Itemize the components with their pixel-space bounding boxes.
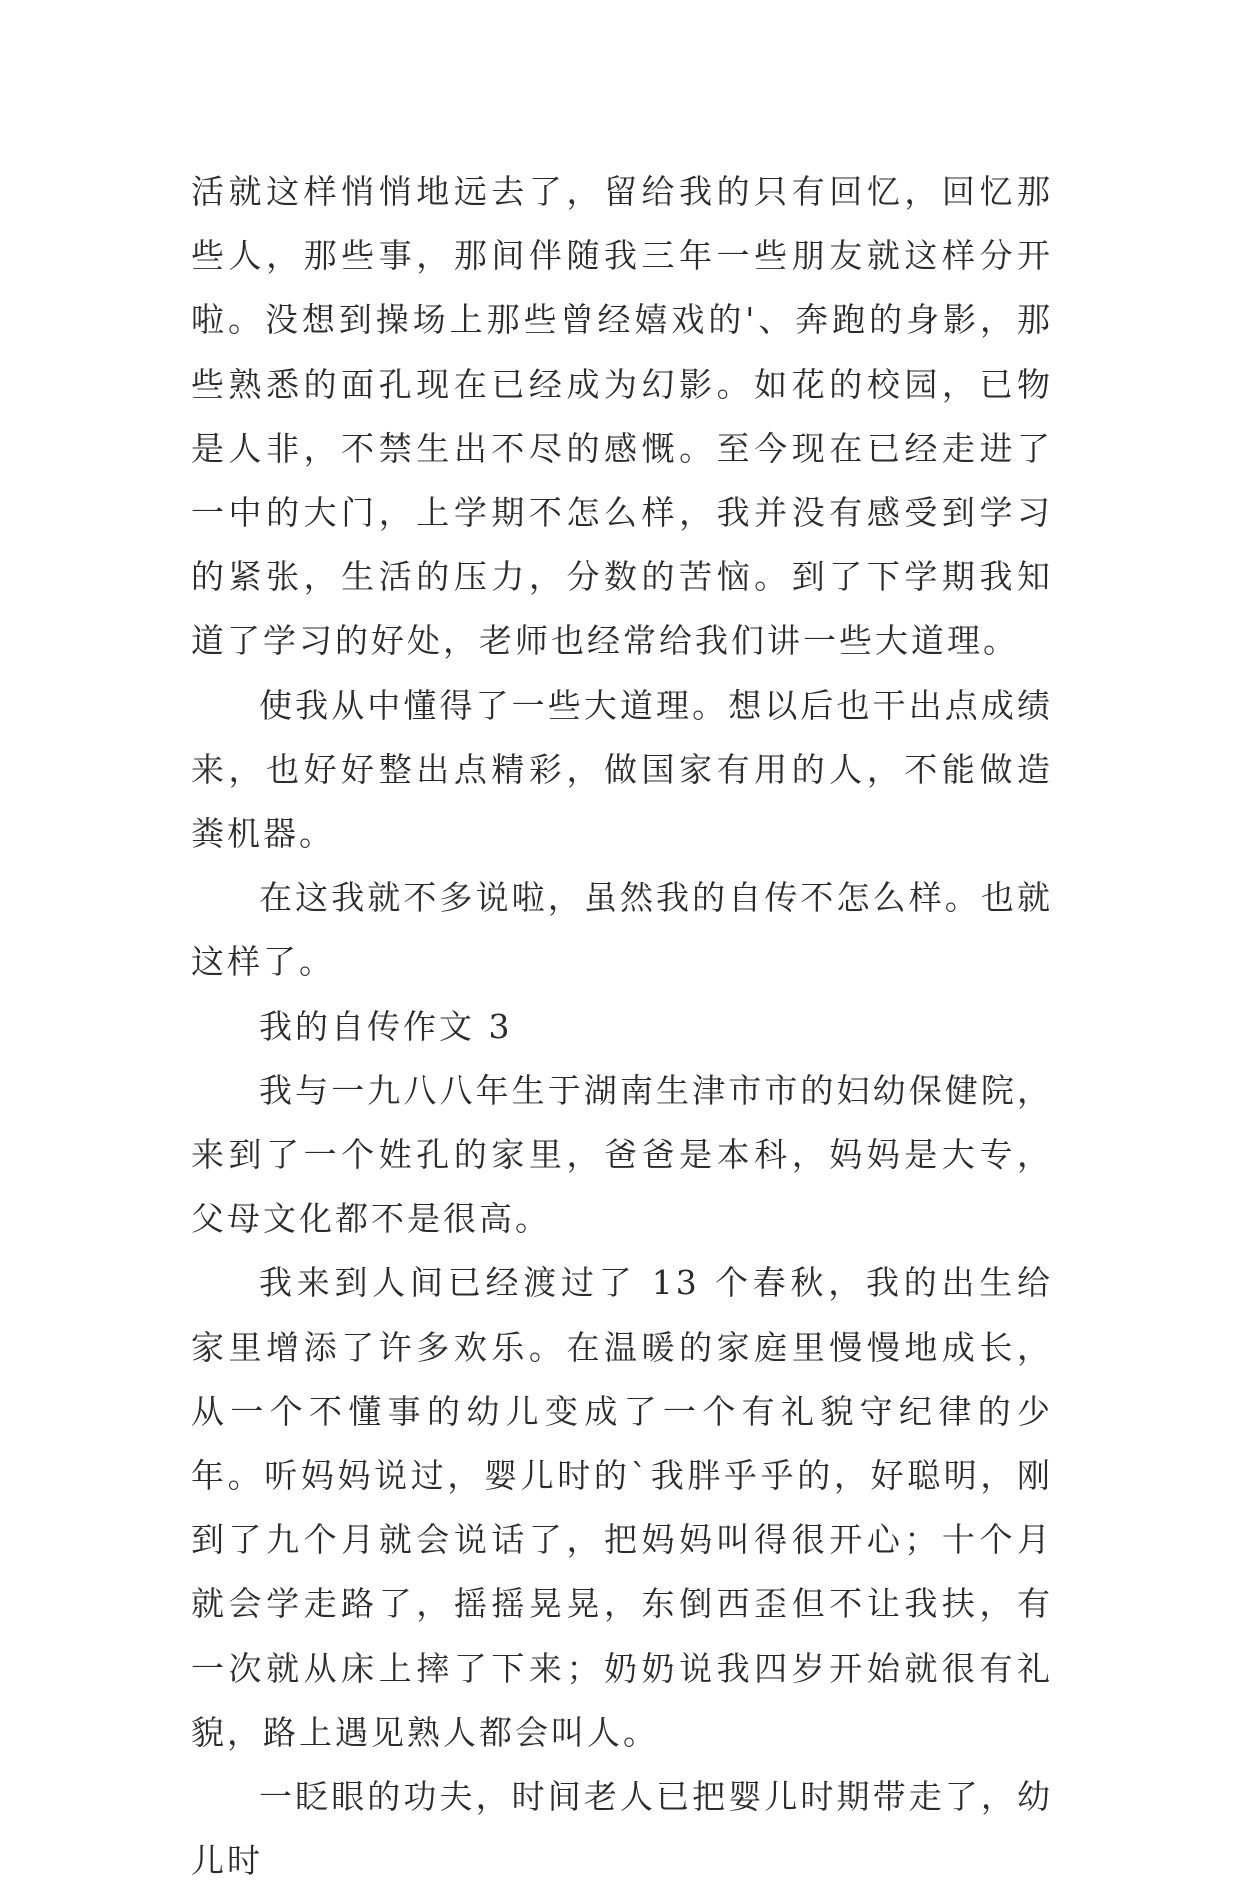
paragraph: 一眨眼的功夫，时间老人已把婴儿时期带走了，幼儿时 <box>191 1777 1053 1881</box>
paragraph: 使我从中懂得了一些大道理。想以后也干出点成绩来，也好好整出点精彩，做国家有用的人，不能做造粪机器。 <box>191 685 1053 854</box>
paragraph: 我来到人间已经渡过了 13 个春秋，我的出生给家里增添了许多欢乐。在温暖的家庭里慢慢地成长，从一个不懂事的幼儿变成了一个有礼貌守纪律的少年。听妈妈说过，婴儿时的`我胖乎乎的，好聪明，刚到了九个月就会说话了，把妈妈叫得很开心；十个月就会学走路了，摇摇晃晃，东倒西歪但不让我扶，有一次就从床上摔了下来；奶奶说我四岁开始就很有礼貌，路上遇见熟人都会叫人。 <box>191 1263 1053 1752</box>
document-body <box>191 160 1053 1893</box>
paragraph: 我与一九八八年生于湖南生津市市的妇幼保健院，来到了一个姓孔的家里，爸爸是本科，妈妈是大专，父母文化都不是很高。 <box>191 1070 1053 1239</box>
section-heading: 我的自传作文 3 <box>259 1006 513 1046</box>
paragraph: 活就这样悄悄地远去了，留给我的只有回忆，回忆那些人，那些事，那间伴随我三年一些朋友就这样分开啦。没想到操场上那些曾经嬉戏的'、奔跑的身影，那些熟悉的面孔现在已经成为幻影。如花的校园，已物是人非，不禁生出不尽的感慨。至今现在已经走进了一中的大门，上学期不怎么样，我并没有感受到学习的紧张，生活的压力，分数的苦恼。到了下学期我知道了学习的好处，老师也经常给我们讲一些大道理。 <box>191 172 1053 661</box>
paragraph: 在这我就不多说啦，虽然我的自传不怎么样。也就这样了。 <box>191 878 1053 982</box>
